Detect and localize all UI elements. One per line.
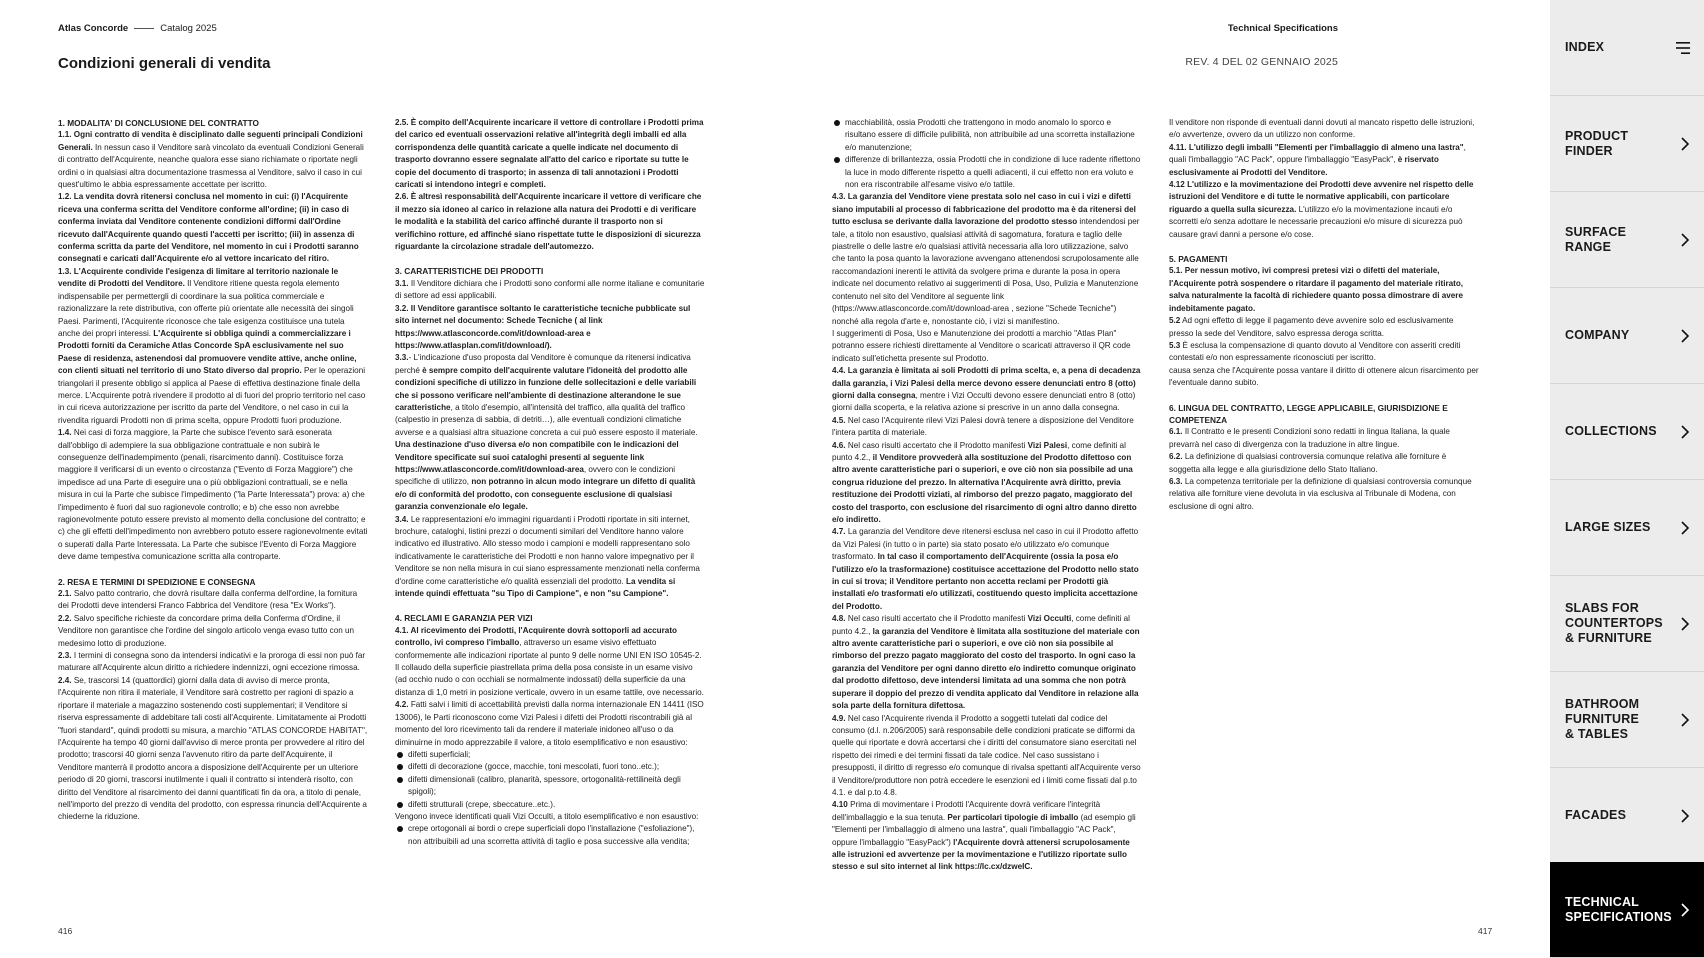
chevron-right-icon [1680,137,1690,151]
clause-3-3: 3.3.- L'indicazione d'uso proposta dal Venditore è comunque da ritenersi indicativa perché è sempre compito dell'acquirente valutare l'idoneità del prodotto alle condizioni specifiche di utilizzo in funzione delle sollecitazioni e delle variabili che si possono verificare nell'ambiente di destinazione alterandone le sue caratteristiche, a titolo d'esempio, all'intensità del traffico, alla qualità del traffico (calpestio in presenza di sabbia, di detriti…), alle eventuali condizioni climatiche avverse e a qualsiasi altra situazione concreta a cui può essere esposto il materiale. Una destinazione d'uso diversa e/o non compatibile con le indicazioni del Venditore specificate sui suoi cataloghi presenti al seguente link https://www.atlasconcorde.com/it/download-area, ovvero con le condizioni specifiche di utilizzo, non potranno in alcun modo integrare un difetto di qualità e/o di conformità del prodotto, con conseguente esclusione di qualsiasi garanzia convenzionale e/o legale. [395,353,698,512]
sidebar-item-technical-specifications[interactable] [1550,862,1704,958]
sidebar-item-collections[interactable] [1550,384,1704,480]
clause-4-1: 4.1. Al ricevimento dei Prodotti, l'Acquirente dovrà sottoporli ad accurato controllo, ivi compreso l'imballo, attraverso un esame visivo effettuato conformemente alle indicazioni riportate al punto 9 delle norme UNI EN ISO 10545-2. Il collaudo della superficie piastrellata prima della posa consiste in un esame visivo (ad occhio nudo o con occhiali se normalmente indossati) della superficie da una distanza di 1,0 metri in posizione verticale, ovvero in un esame tattile, ove necessario. [395,625,704,697]
list-item: difetti dimensionali (calibro, planarità, spessore, ortogonalità-rettilineità degli spigoli); [395,774,705,799]
header-brand [58,23,217,34]
clause-3-4: 3.4. Le rappresentazioni e/o immagini riguardanti i Prodotti riportate in siti internet, brochure, cataloghi, listini prezzi o documenti similari del Venditore hanno valore indicativo ed illustrativo. Allo stesso modo i campioni e modelli rappresentano solo indicativamente le caratteristiche dei Prodotti e non hanno valore impegnativo per il Venditore se non nella misura in cui siano espressamente menzionati nella conferma d'ordine come caratteristiche e/o qualità essenziali del prodotto. La vendita si intende quindi effettuata "su Tipo di Campione", e non "su Campione". [395,514,700,599]
clause-4-5: 4.5. Nel caso l'Acquirente rilevi Vizi Palesi dovrà tenere a disposizione del Venditore l'intera partita di materiale. [832,415,1134,438]
sidebar-item-large-sizes[interactable] [1550,480,1704,576]
clause-1-1: 1.1. Ogni contratto di vendita è disciplinato dalle seguenti principali Condizioni Generali. In nessun caso il Venditore sarà vincolato da eventuali Condizioni Generali di contratto dell'Acquirente, neanche qualora esse siano richiamate o riportate negli ordini o in qualsiasi altra documentazione trasmessa al Venditore, salvo il caso in cui quest'ultimo le abbia espressamente accettate per iscritto. [58,130,364,190]
page-number-left: 416 [58,926,73,936]
chevron-right-icon [1680,521,1690,535]
clause-4-2: 4.2. Fatti salvi i limiti di accettabilità previsti dalla norma internazionale EN 14411 (ISO 13006), le Parti riconoscono come Vizi Palesi i difetti dei Prodotti riscontrabili già al momento del loro ricevimento tali da rendere il materiale inidoneo all'uso o da diminuirne in modo apprezzabile il valore, a titolo esemplificativo e non esaustivo: [395,700,704,747]
clause-1-4: 1.4. Nei casi di forza maggiore, la Parte che subisce l'evento sarà esonerata dall'obbligo di adempiere la sua obbligazione contrattuale e non subirà le conseguenze dell'inadempimento (penali, risarcimento danni). Costituisce forza maggiore il verificarsi di un evento o circostanza ("Evento di Forza Maggiore") che impedisce ad una Parte di eseguire una o più obbligazioni contrattuali, se e nella misura in cui la Parte che subisce l'impedimento ("la Parte Interessata") prova: a) che l'impedimento è fuori dal suo ragionevole controllo; e b) che esso non avrebbe ragionevolmente potuto essere previsto al momento della conclusione del contratto; e c) che gli effetti dell'impedimento non avrebbero potuto essere ragionevolmente evitati o superati dalla Parte Interessata. La Parte che subisce l'Evento di Forza Maggiore deve dame tempestiva comunicazione scritta alla controparte. [58,428,368,562]
sidebar-item-facades[interactable] [1550,768,1704,864]
text-column-2 [395,117,705,848]
hidden-defects-list [395,823,705,848]
clause-6-2: 6.2. La definizione di qualsiasi controversia comunque relativa alle forniture è soggetta alla legge e alla giurisdizione dello Stato Italiano. [1169,452,1447,474]
clause-3-2: 3.2. Il Venditore garantisce soltanto le caratteristiche tecniche pubblicate sul sito internet nel documento: Schede Tecniche ( al link https://www.atlasconcorde.com/it/download-area e https://www.atlasplan.com/it/download/). [395,303,691,350]
revision-label: REV. 4 DEL 02 GENNAIO 2025 [1185,56,1338,68]
clause-4-3-note: I suggerimenti di Posa, Uso e Manutenzione dei prodotti a marchio "Atlas Plan" potranno essere richiesti direttamente al Venditore o scaricati attraverso il QR code indicato sull'etichetta presente sul Prodotto. [832,328,1131,363]
clause-5-3: 5.3 È esclusa la compensazione di quanto dovuto al Venditore con asseriti crediti contestati e/o non espressamente riconosciuti per iscritto. [1169,340,1461,363]
list-item: crepe ortogonali ai bordi o crepe superficiali dopo l'installazione ("esfoliazione"), non attribuibili ad una scorretta attività di taglio e posa successive alla vendita; [395,823,705,848]
text-column-4 [1169,117,1479,513]
sidebar-item-label: COMPANY [1565,328,1630,342]
clause-4-9: 4.9. Nel caso l'Acquirente rivenda il Prodotto a soggetti tutelati dal codice del consumo (d.l. n.206/2005) sarà responsabile delle condizioni praticate se difformi da quelle qui riportate e dovrà accertarsi che i diritti del consumatore siano esercitati nel rispetto dei rimedi e dei termini fissati da tale codice. Nel caso sussistano i presupposti, il diritto di regresso e/o comunque di rivalsa spettanti all'Acquirente verso il Venditore/produttore non potrà eccedere le esenzioni ed i limiti come fissati dal p.to 4.1. e dal p.to 4.8. [832,713,1141,797]
hidden-defects-intro: Vengono invece identificati quali Vizi Occulti, a titolo esemplificativo e non esaustivo: [395,811,699,821]
section-label: Technical Specifications [1227,23,1338,34]
sidebar-item-company[interactable] [1550,288,1704,384]
list-item: difetti di decorazione (gocce, macchie, toni mescolati, fuori tono..etc.); [395,761,705,773]
page-title: Condizioni generali di vendita [58,55,271,72]
clause-2-4: 2.4. Se, trascorsi 14 (quattordici) giorni dalla data di avviso di merce pronta, l'Acquirente non ritira il materiale, il Venditore sarà costretto per ragioni di spazio a riportare il materiale a magazzino sostenendo costi supplementari; il Venditore si riserva espressamente di addebitare tali costi all'Acquirente. Limitatamente ai Prodotti "fuori standard", quindi prodotti su misura, a marchio "ATLAS CONCORDE HABITAT", l'Acquirente ha tempo 40 giorni dall'avviso di merce pronta per provvedere al ritiro del prodotto; trascorsi 40 giorni senza l'avvenuto ritiro da parte dell'Acquirente, il Venditore manterrà il prodotto ancora a disposizione dell'Acquirente per un ulteriore periodo di 20 giorni, trascorsi inutilmente i quali il contratto si intenderà risolto, con diritto del Venditore al risarcimento dei danni quantificati fin da ora, a titolo di penale, nell'importo del prezzo di vendita del prodotto, con espressa rinuncia dell'Acquirente a chiederne la riduzione. [58,675,368,822]
section-heading: 3. CARATTERISTICHE DEI PRODOTTI [395,266,544,277]
brand-name: Atlas Concorde [58,23,129,34]
list-item: difetti superficiali; [395,749,705,761]
list-item: macchiabilità, ossia Prodotti che trattengono in modo anomalo lo sporco e risultano essere di difficile pulibilità, non attribuibile ad una scorretta installazione e/o manutenzione; [832,117,1142,154]
sidebar-item-label: FACADES [1565,808,1627,822]
hidden-defects-list-cont [832,117,1142,191]
sidebar-item-bathroom-furniture[interactable] [1550,672,1704,768]
chevron-right-icon [1680,809,1690,823]
clause-1-2: 1.2. La vendita dovrà ritenersi conclusa nel momento in cui: (i) l'Acquirente riceva una conferma scritta del Venditore conforme all'ordine; (ii) in caso di conferma inviata dal Venditore contenente condizioni difformi dall'Ordine ricevuto dall'Acquirente quando questi l'accetti per iscritto; (iii) in assenza di conferma scritta da parte del Venditore, nel momento in cui i Prodotti saranno consegnati e caricati dall'Acquirente e/o al vettore incaricato del ritiro. [58,192,359,264]
clause-4-11: 4.11. L'utilizzo degli imballi "Elementi per l'imballaggio di almeno una lastra", quali l'imballaggio "AC Pack", oppure l'imballaggio "EasyPack", è riservato esclusivamente ai Prodotti del Venditore. [1169,142,1466,177]
clause-4-3: 4.3. La garanzia del Venditore viene prestata solo nel caso in cui i vizi e difetti siano imputabili al processo di fabbricazione del prodotto ma è da ritenersi del tutto esclusa se derivante dalla lavorazione del prodotto stesso intendendosi per tale, a titolo non esaustivo, qualsiasi attività di sagomatura, foratura e taglio delle piastrelle o delle lastre e/o qualsiasi attività necessaria alla loro utilizzazione, salvo che tanto la posa quanto la lavorazione avvengano attenendosi scrupolosamente alle raccomandazioni inerenti le attività da svolgere prima e durante la posa in opera indicate nel documento relativo ai suggerimenti di Posa, Uso, Pulizia e Manutenzione contenuto nel sito del Venditore al seguente link (https://www.atlasconcorde.com/it/download-area , sezione "Schede Tecniche") nonché alla regola d'arte e, nonostante ciò, i vizi si manifestino. [832,192,1140,326]
section-heading: 1. MODALITA' DI CONCLUSIONE DEL CONTRATTO [58,118,259,128]
chevron-right-icon [1680,233,1690,247]
text-column-1 [58,117,368,824]
section-heading: 2. RESA E TERMINI DI SPEDIZIONE E CONSEGNA [58,576,256,587]
chevron-right-icon [1680,903,1690,917]
sidebar-item-label: INDEX [1565,40,1605,54]
sidebar-item-label: LARGE SIZES [1565,520,1651,534]
sidebar-item-label: COLLECTIONS [1565,424,1657,438]
clause-4-10: 4.10 Prima di movimentare i Prodotti l'Acquirente dovrà verificare l'integrità dell'imballaggio e la sua tenuta. Per particolari tipologie di imballo (ad esempio gli "Elementi per l'imballaggio di almeno una lastra", quali l'imballaggio "AC Pack", oppure l'imballaggio "EasyPack") l'Acquirente dovrà attenersi scrupolosamente alle istruzioni ed avvertenze per la movimentazione e l'utilizzo riportate sullo stesso e sul sito internet al link https://lc.cx/dzweIC. [832,800,1136,872]
sidebar-item-label: BATHROOM FURNITURE & TABLES [1565,697,1640,741]
catalog-label: Catalog 2025 [160,23,217,34]
section-heading: 5. PAGAMENTI [1169,254,1228,265]
chevron-right-icon [1680,425,1690,439]
sidebar-item-label: TECHNICAL SPECIFICATIONS [1565,894,1672,924]
clause-2-2: 2.2. Salvo specifiche richieste da concordare prima della Conferma d'Ordine, il Venditore non garantisce che l'ordine del singolo articolo venga evaso tutto con un medesimo lotto di produzione. [58,613,355,648]
section-heading: 4. RECLAMI E GARANZIA PER VIZI [395,613,533,624]
text-column-3 [832,117,1142,874]
sidebar-item-product-finder[interactable] [1550,96,1704,192]
clause-4-7: 4.7. La garanzia del Venditore deve ritenersi esclusa nel caso in cui il Prodotto affetto da Vizi Palesi (in tutto o in parte) sia stato posato e/o utilizzato e/o comunque trasformato. In tal caso il comportamento dell'Acquirente (ossia la posa e/o l'utilizzo e/o la trasformazione) costituisce accettazione del Prodotto nello stato in cui si trova; il Venditore pertanto non accetta reclami per Prodotti già installati e/o trasformati e/o utilizzati, costituendo questo implicita accettazione del Prodotto. [832,527,1139,611]
clause-2-6: 2.6. È altresì responsabilità dell'Acquirente incaricare il vettore di verificare che il mezzo sia idoneo al carico in relazione alla natura dei Prodotti e di verificare le modalità e la stabilità del carico affinché durante il trasporto non si verifichino rotture, ed affinché siano rispettate tutte le disposizioni di sicurezza riguardante la circolazione stradale dell'automezzo. [395,192,702,252]
clause-4-4: 4.4. La garanzia è limitata ai soli Prodotti di prima scelta, e, a pena di decadenza dalla garanzia, i Vizi Palesi della merce devono essere denunciati entro 8 (otto) giorni dalla consegna, mentre i Vizi Occulti devono essere denunciati entro 8 (otto) giorni dalla scoperta, e la relativa azione si prescrive in un anno dalla consegna. [832,366,1141,413]
clause-2-3: 2.3. I termini di consegna sono da intendersi indicativi e la proroga di essi non può far maturare all'Acquirente alcun diritto a richiedere indennizzi, ogni eccezione rimossa. [58,651,366,673]
clause-4-12: 4.12 L'utilizzo e la movimentazione dei Prodotti deve avvenire nel rispetto delle istruzioni del Venditore e di tutte le normative applicabili, con particolare riguardo a quella sulla sicurezza. L'utilizzo e/o la movimentazione incauti e/o scorretti e/o senza adottare le necessarie precauzioni e/o misure di sicurezza può causare gravi danni a persone e/o cose. [1169,180,1474,239]
clause-3-1: 3.1. Il Venditore dichiara che i Prodotti sono conformi alle norme italiane e comunitarie di settore ad essi applicabili. [395,278,705,301]
chevron-right-icon [1680,713,1690,727]
clause-5-1: 5.1. Per nessun motivo, ivi compresi pretesi vizi o difetti del materiale, l'Acquirente potrà sospendere o ritardare il pagamento del materiale ritirato, salva naturalmente la facoltà di richiedere quanto possa dimostrare di avere indebitamente pagato. [1169,266,1464,313]
page-number-right: 417 [1478,926,1493,936]
clause-6-3: 6.3. La competenza territoriale per la definizione di qualsiasi controversia comunque relativa alle forniture viene devoluta in via esclusiva al Tribunale di Modena, con esclusione di ogni altro. [1169,476,1472,511]
clause-4-8: 4.8. Nel caso risulti accertato che il Prodotto manifesti Vizi Occulti, come definiti al punto 4.2., la garanzia del Venditore è limitata alla sostituzione del materiale con altro avente caratteristiche pari o superiori, e ove ciò non sia possibile al rimborso del prezzo pagato maggiorato del costo del trasporto. In ogni caso la garanzia del Venditore per ogni danno diretto e/o indiretto comunque originato dal prodotto difettoso, deve intendersi limitata ad una somma che non potrà superare il doppio del prezzo di vendita applicato dal Venditore in relazione alla sola parte della fornitura difettosa. [832,614,1140,711]
menu-icon[interactable] [1676,42,1690,54]
list-item: difetti strutturali (crepe, sbeccature..etc.). [395,799,705,811]
clause-5-2: 5.2 Ad ogni effetto di legge il pagamento deve avvenire solo ed esclusivamente presso la sede del Venditore, salvo espressa deroga scritta. [1169,316,1454,338]
clause-1-3: 1.3. L'Acquirente condivide l'esigenza di limitare al territorio nazionale le vendite di Prodotti del Venditore. Il Venditore ritiene questa regola elemento indispensabile per permettergli di coordinare la sua politica commerciale e razionalizzare la rete distributiva, con offerte più orientate alle necessità dei singoli Paesi. Parimenti, l'Acquirente riconosce che tale esigenza costituisce una tutela anche dei propri interessi. L'Acquirente si obbliga quindi a commercializzare i Prodotti forniti da Ceramiche Atlas Concorde SpA esclusivamente nel suo Paese di residenza, astenendosi dal promuovere vendite attive, anche online, con clienti situati nel territorio di uno Stato diverso dal proprio. Per le operazioni triangolari il presente obbligo si applica al Paese di effettiva destinazione finale della merce. L'Acquirente potrà rivendere il prodotto al di fuori del proprio territorio nel caso in cui riceva autorizzazione per iscritto da parte del Venditore, o nel caso in cui la rivendita riguardi Prodotti non di prima scelta, oppure Prodotti fuori produzione. [58,266,366,425]
sidebar-item-label: PRODUCT FINDER [1565,128,1629,158]
clause-6-1: 6.1. Il Contratto e le presenti Condizioni sono redatti in lingua Italiana, la quale prevarrà nel caso di divergenza con la traduzione in altre lingue. [1169,427,1450,449]
sidebar-item-slabs[interactable] [1550,576,1704,672]
chevron-right-icon [1680,617,1690,631]
sidebar-item-surface-range[interactable] [1550,192,1704,288]
clause-5-3-cont: causa senza che l'Acquirente possa vantare il diritto di ottenere alcun risarcimento per l'eventuale danno subito. [1169,365,1479,388]
section-heading: 6. LINGUA DEL CONTRATTO, LEGGE APPLICABILE, GIURISDIZIONE E COMPETENZA [1169,402,1448,425]
apparent-defects-list [395,749,705,811]
clause-4-10-cont: Il venditore non risponde di eventuali danni dovuti al mancato rispetto delle istruzioni, e/o avvertenze, ovvero da un utilizzo non conforme. [1169,118,1475,140]
sidebar-nav [1550,0,1704,958]
list-item: differenze di brillantezza, ossia Prodotti che in condizione di luce radente riflettono la luce in modo differente rispetto a quelli adiacenti, il cui effetto non era voluto e non era riscontrabile all'esame visivo e/o tattile. [832,154,1142,191]
brand-separator [134,28,154,29]
chevron-right-icon [1680,329,1690,343]
clause-2-1: 2.1. Salvo patto contrario, che dovrà risultare dalla conferma dell'ordine, la fornitura dei Prodotti deve intendersi Franco Fabbrica del Venditore (resa "Ex Works"). [58,589,358,611]
sidebar-item-label: SURFACE RANGE [1565,224,1627,254]
sidebar-item-label: SLABS FOR COUNTERTOPS & FURNITURE [1565,601,1663,645]
clause-4-6: 4.6. Nel caso risulti accertato che il Prodotto manifesti Vizi Palesi, come definiti al punto 4.2., il Venditore provvederà alla sostituzione del Prodotto difettoso con altro avente caratteristiche pari o superiori, e ove ciò non sia possibile ad una congrua riduzione del prezzo. In alternativa l'Acquirente avrà diritto, previa restituzione dei Prodotti viziati, al rimborso del prezzo pagato, maggiorato del costo del trasporto, con esclusione del risarcimento di ogni altro danno diretto e/o indiretto. [832,440,1137,524]
clause-2-5: 2.5. È compito dell'Acquirente incaricare il vettore di controllare i Prodotti prima del carico ed eventuali osservazioni relative all'integrità degli imballi ed alla corrispondenza delle quantità caricate a quelle indicate nel documento di trasporto dovranno essere segnalate all'atto del carico e riportate su tutte le copie del documento di trasporto; in assenza di tali annotazioni i Prodotti caricati si intendono integri e completi. [395,118,704,190]
sidebar-item-index[interactable] [1550,0,1704,96]
